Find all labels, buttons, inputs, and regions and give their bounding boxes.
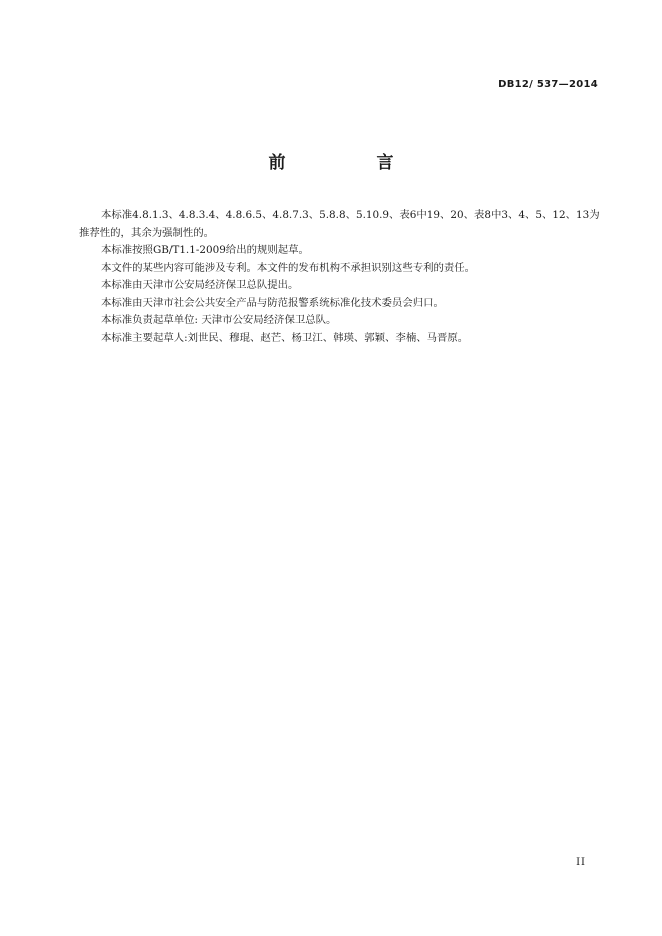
document-code: DB12/ 537—2014 [498, 79, 598, 90]
paragraph-drafting-rules: 本标准按照GB/T1.1-2009给出的规则起草。 [101, 244, 309, 256]
paragraph-drafting-unit: 本标准负责起草单位: 天津市公安局经济保卫总队。 [101, 314, 337, 326]
page-number: II [576, 857, 586, 868]
paragraph-drafters: 本标准主要起草人:刘世民、穆琨、赵芒、杨卫江、韩瑛、郭颖、李楠、马晋原。 [101, 331, 469, 344]
paragraph-recommended-clauses: 本标准4.8.1.3、4.8.3.4、4.8.6.5、4.8.7.3、5.8.8、5.10.9、表6中19、20、表8中3、4、5、12、13为推荐性的，其余为强制性的。 [79, 209, 600, 239]
page-title: 前 言 [268, 153, 431, 173]
paragraph-patent-notice: 本文件的某些内容可能涉及专利。本文件的发布机构不承担识别这些专利的责任。 [101, 261, 476, 274]
paragraph-proposed-by: 本标准由天津市公安局经济保卫总队提出。 [101, 279, 299, 291]
foreword-body [79, 207, 603, 347]
paragraph-administered-by: 本标准由天津市社会公共安全产品与防范报警系统标准化技术委员会归口。 [101, 296, 444, 309]
